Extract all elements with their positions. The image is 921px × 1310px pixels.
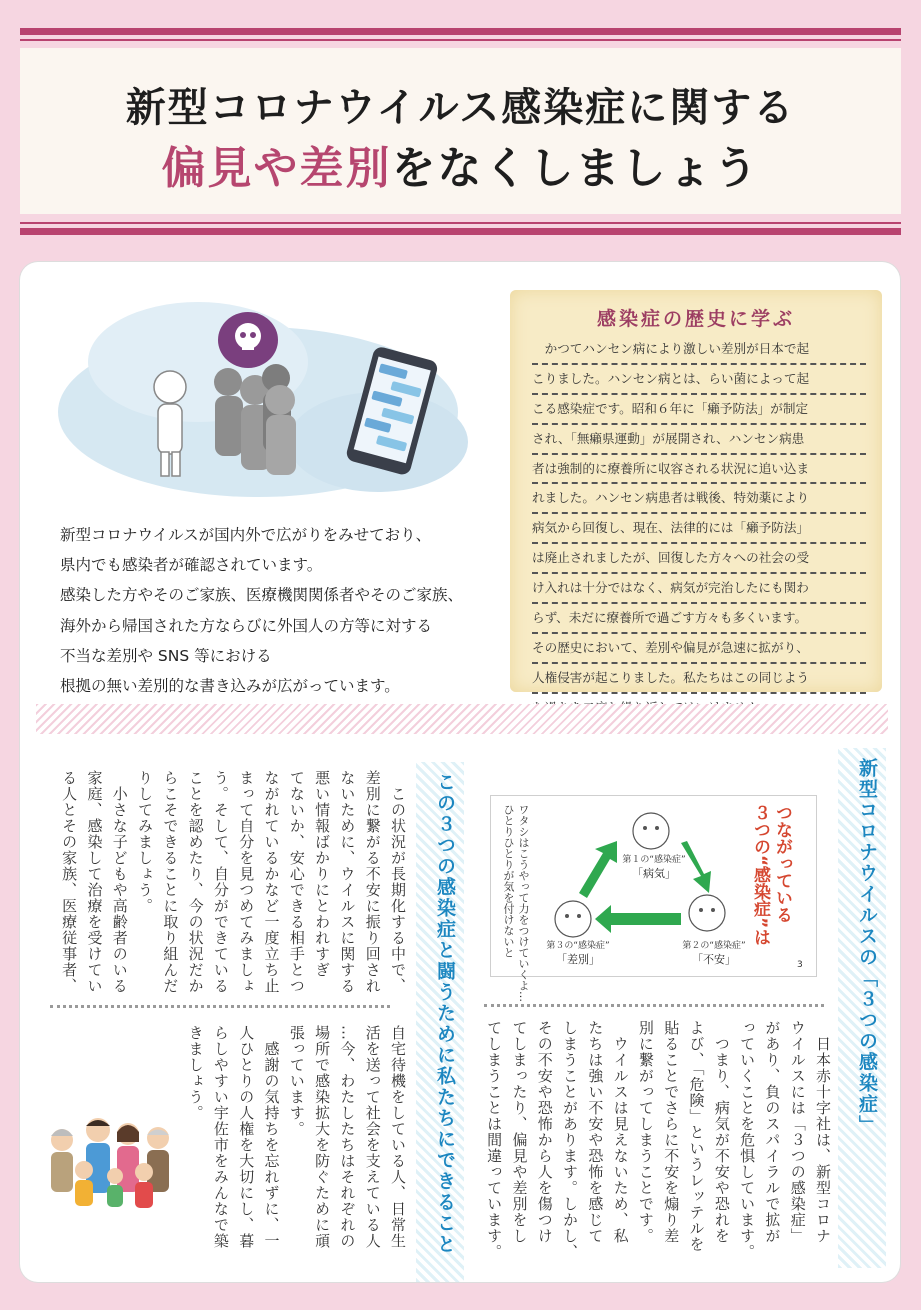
body-line: てないか、安心できる相手とつ xyxy=(287,770,306,994)
watercolor-illustration xyxy=(48,272,488,512)
body-line: 感謝の気持ちを忘れずに、一 xyxy=(262,1025,281,1249)
intro-line: 不当な差別や SNS 等における xyxy=(60,646,272,665)
stripe-divider xyxy=(36,704,888,734)
header-bottom-rule-thin xyxy=(20,222,901,224)
body-line: …今、わたしたちはそれぞれの xyxy=(338,1025,357,1249)
diagram-headline-line2: つながっている xyxy=(772,804,792,923)
diagram-headline-line1: ３つの“感染症”は xyxy=(750,804,770,946)
body-line: 日本赤十字社は、新型コロナ xyxy=(814,1020,832,1244)
body-line: 小さな子どもや高齢者のいる xyxy=(110,770,129,994)
family-illustration xyxy=(40,1110,180,1220)
diagram-note xyxy=(501,804,531,1002)
label-illness-caption: 第１の“感染症” xyxy=(622,855,686,865)
body-line: う。そして、自分ができている xyxy=(211,770,230,994)
three-infections-heading: 新型コロナウイルスの「３つの感染症」 xyxy=(838,748,886,1268)
intro-line: 根拠の無い差別的な書き込みが広がっています。 xyxy=(60,677,400,696)
diagram-page-number: 3 xyxy=(797,960,803,970)
diagram-label-discrimination xyxy=(543,938,613,967)
history-text xyxy=(532,335,866,722)
three-infections-body xyxy=(475,1020,835,1280)
intro-text xyxy=(60,520,463,701)
diagram-label-anxiety xyxy=(679,938,749,967)
body-line: りしてみましょう。 xyxy=(136,770,155,914)
header-bottom-rule xyxy=(20,228,901,235)
body-line: 悪い情報ばかりにとわれすぎ xyxy=(313,770,332,978)
history-line: され、「無癩県運動」が展開され、ハンセン病患 xyxy=(532,425,866,455)
history-line: 者は強制的に療養所に収容される状況に追い込ま xyxy=(532,455,866,485)
history-line: は廃止されましたが、回復した方々への社会の受 xyxy=(532,544,866,574)
history-line: け入れは十分ではなく、病気が完治したにも関わ xyxy=(532,574,866,604)
page-title-line2 xyxy=(20,132,901,196)
body-line: しまうことがあります。しかし、 xyxy=(561,1020,580,1260)
label-discrimination-caption: 第３の“感染症” xyxy=(546,941,610,951)
body-line: つまり、病気が不安や恐れを xyxy=(712,1020,731,1244)
history-title: 感染症の歴史に学ぶ xyxy=(596,308,795,330)
page-title-rest: をなくしましょう xyxy=(391,143,760,194)
body-line: まって自分を見つめてみましょ xyxy=(237,770,256,994)
body-line: 活を送って社会を支えている人 xyxy=(363,1025,382,1249)
body-line: てしまったり、偏見や差別をし xyxy=(510,1020,529,1244)
page-title-line1: 新型コロナウイルス感染症に関する xyxy=(125,85,796,131)
body-line: たちは強い不安や恐怖を感じて xyxy=(586,1020,605,1244)
body-line: 差別に繋がる不安に振り回され xyxy=(363,770,382,994)
intro-line: 新型コロナウイルスが国内外で広がりをみせており、 xyxy=(60,526,432,544)
history-line: 人権侵害が起こりました。私たちはこの同じよう xyxy=(532,664,866,694)
fight-body-lower xyxy=(178,1025,410,1275)
body-line: ないために、ウイルスに関する xyxy=(338,770,357,994)
body-line: ことを認めたり、今の状況だか xyxy=(186,770,205,994)
body-line: 場所で感染拡大を防ぐために頑 xyxy=(313,1025,332,1249)
history-line: こりました。ハンセン病とは、らい菌によって起 xyxy=(532,365,866,395)
header-top-rule xyxy=(20,28,901,35)
dotted-separator-left xyxy=(50,1005,390,1008)
diagram-note-line1: ひとりひとりが気を付けないと xyxy=(502,804,515,958)
gossip-illustration-icon xyxy=(48,272,488,512)
body-line: この状況が長期化する中で、 xyxy=(389,770,407,994)
body-line: よび、「危険」というレッテルを xyxy=(687,1020,706,1253)
body-line: ウイルスは見えないため、私 xyxy=(611,1020,630,1244)
dotted-separator-right xyxy=(484,1004,824,1007)
body-line: らこそできることに取り組んだ xyxy=(161,770,180,994)
body-line: 張っています。 xyxy=(287,1025,306,1137)
body-line: があり、負のスパイラルで拡が xyxy=(763,1020,782,1244)
three-infections-diagram xyxy=(490,795,817,1002)
history-line: れました。ハンセン病患者は戦後、特効薬により xyxy=(532,484,866,514)
body-line: 貼ることでさらに不安を煽り差 xyxy=(662,1020,681,1244)
fight-heading: この３つの感染症と闘うために私たちにできること xyxy=(416,762,464,1282)
intro-line: 県内でも感染者が確認されています。 xyxy=(60,556,323,575)
body-line: きましょう。 xyxy=(186,1025,205,1121)
history-line: その歴史において、差別や偏見が急速に拡がり、 xyxy=(532,634,866,664)
diagram-note-line2: ワタシはこうやって力をつけていくよ… xyxy=(517,804,530,1002)
title-box xyxy=(20,48,901,214)
body-line: る人とその家族、医療従事者、 xyxy=(60,770,79,994)
diagram-label-illness xyxy=(619,852,689,881)
family-icon xyxy=(40,1110,180,1220)
body-line: 人ひとりの人権を大切にし、暮 xyxy=(237,1025,256,1249)
body-line: 家庭、感染して治療を受けてい xyxy=(85,770,104,994)
history-line: かつてハンセン病により激しい差別が日本で起 xyxy=(532,335,866,365)
header-top-rule-thin xyxy=(20,39,901,41)
label-discrimination: 「差別」 xyxy=(556,953,600,966)
diagram-headline xyxy=(749,804,793,946)
label-anxiety-caption: 第２の“感染症” xyxy=(682,941,746,951)
intro-line: 感染した方やそのご家族、医療機関関係者やそのご家族、 xyxy=(60,586,464,605)
body-line: ながれているかなど一度立ち止 xyxy=(262,770,281,994)
page-title-accent: 偏見や差別 xyxy=(161,143,392,194)
body-line: ウイルスには「３つの感染症」 xyxy=(788,1020,807,1244)
label-anxiety: 「不安」 xyxy=(692,953,736,966)
history-box xyxy=(510,290,882,692)
body-line: っていくことを危惧しています。 xyxy=(738,1020,757,1260)
body-line: その不安や恐怖から人を傷つけ xyxy=(535,1020,554,1244)
history-line: らず、未だに療養所で過ごす方々も多くいます。 xyxy=(532,604,866,634)
body-line: 自宅待機をしている人、日常生 xyxy=(389,1025,407,1249)
body-line: 別に繋がってしまうことです。 xyxy=(636,1020,655,1244)
intro-line: 海外から帰国された方ならびに外国人の方等に対する xyxy=(60,616,433,635)
history-line: 病気から回復し、現在、法律的には「癩予防法」 xyxy=(532,514,866,544)
history-line: こる感染症です。昭和６年に「癩予防法」が制定 xyxy=(532,395,866,425)
fight-body-upper xyxy=(50,770,410,995)
body-line: てしまうことは間違っています。 xyxy=(485,1020,504,1260)
body-line: らしやすい宇佐市をみんなで築 xyxy=(211,1025,230,1249)
label-illness: 「病気」 xyxy=(632,867,676,880)
